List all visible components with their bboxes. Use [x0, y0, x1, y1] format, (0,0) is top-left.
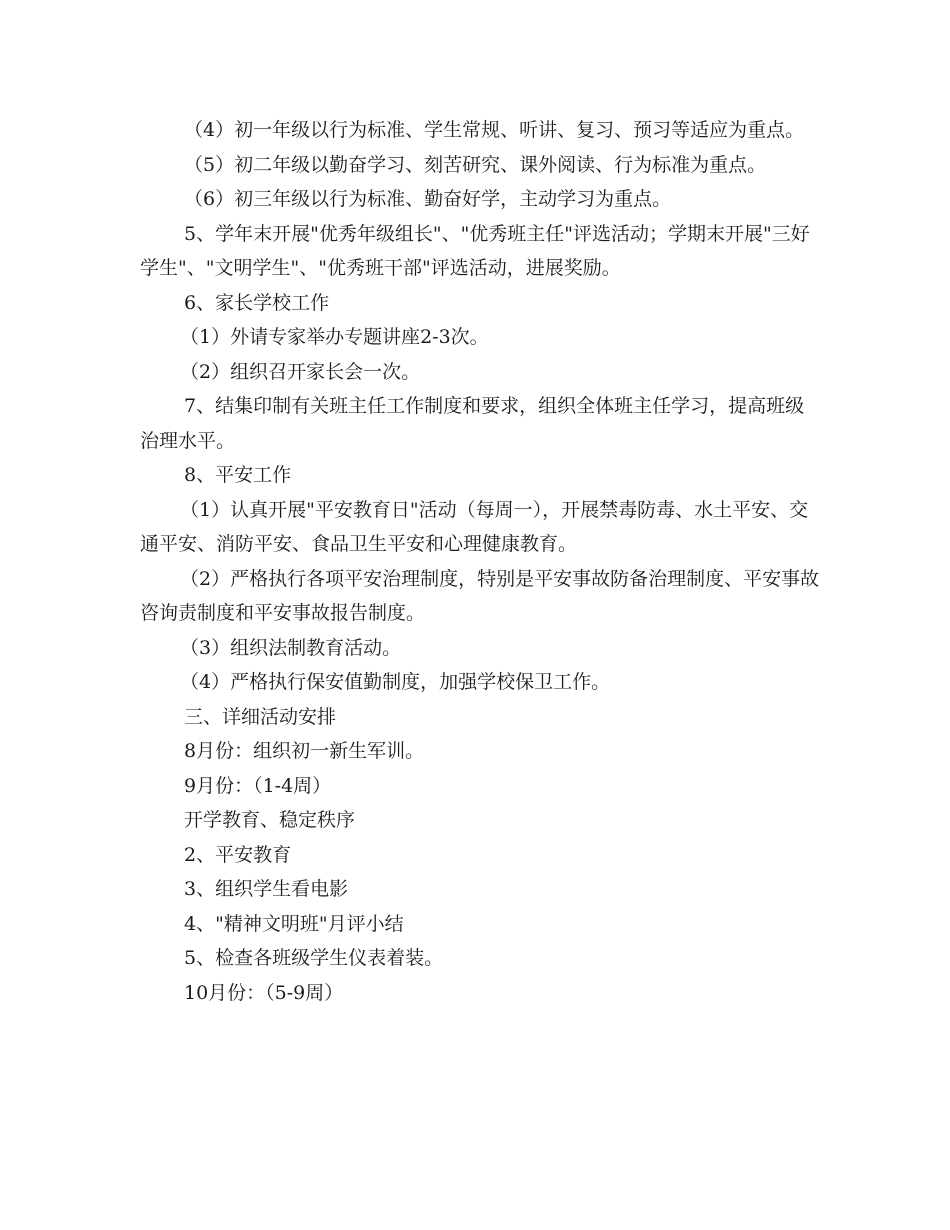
- schedule-september: 9月份：（1-4周）: [184, 774, 332, 797]
- heading-parent-school: 6、家长学校工作: [184, 291, 330, 314]
- document-body: [140, 113, 820, 1010]
- paragraph-expert-lectures: （1）外请专家举办专题讲座2-3次。: [180, 326, 489, 348]
- heading-activity-schedule: 三、详细活动安排: [184, 705, 337, 728]
- paragraph-safety-day: （1）认真开展"平安教育日"活动（每周一），开展禁毒防毒、水土平安、交通平安、消防平安、食品卫生平安和心理健康教育。: [140, 498, 809, 555]
- schedule-item-safety: 2、平安教育: [184, 843, 292, 866]
- schedule-item-opening: 开学教育、稳定秩序: [184, 809, 356, 831]
- schedule-october: 10月份：（5-9周）: [184, 981, 344, 1004]
- heading-safety-work: 8、平安工作: [184, 464, 292, 486]
- paragraph-security-duty: （4）严格执行保安值勤制度，加强学校保卫工作。: [180, 671, 611, 693]
- paragraph-awards: 5、学年末开展"优秀年级组长"、"优秀班主任"评选活动；学期末开展"三好学生"、"文明学生"、"优秀班干部"评选活动，进展奖励。: [140, 222, 810, 279]
- paragraph-legal-education: （3）组织法制教育活动。: [180, 636, 402, 659]
- schedule-item-monthly-review: 4、"精神文明班"月评小结: [184, 912, 404, 935]
- paragraph-safety-regulations: （2）严格执行各项平安治理制度，特别是平安事故防备治理制度、平安事故咨询责制度和平安事故报告制度。: [140, 567, 820, 624]
- schedule-august: 8月份：组织初一新生军训。: [184, 740, 425, 762]
- schedule-item-movie: 3、组织学生看电影: [184, 878, 349, 900]
- schedule-item-dress-check: 5、检查各班级学生仪表着装。: [184, 947, 444, 969]
- paragraph-grade1-focus: （4）初一年级以行为标准、学生常规、听讲、复习、预习等适应为重点。: [184, 119, 805, 141]
- paragraph-grade2-focus: （5）初二年级以勤奋学习、刻苦研究、课外阅读、行为标准为重点。: [184, 153, 767, 176]
- paragraph-parent-meeting: （2）组织召开家长会一次。: [180, 360, 421, 383]
- paragraph-teacher-rules: 7、结集印制有关班主任工作制度和要求，组织全体班主任学习，提高班级治理水平。: [140, 395, 805, 452]
- paragraph-grade3-focus: （6）初三年级以行为标准、勤奋好学，主动学习为重点。: [184, 188, 672, 210]
